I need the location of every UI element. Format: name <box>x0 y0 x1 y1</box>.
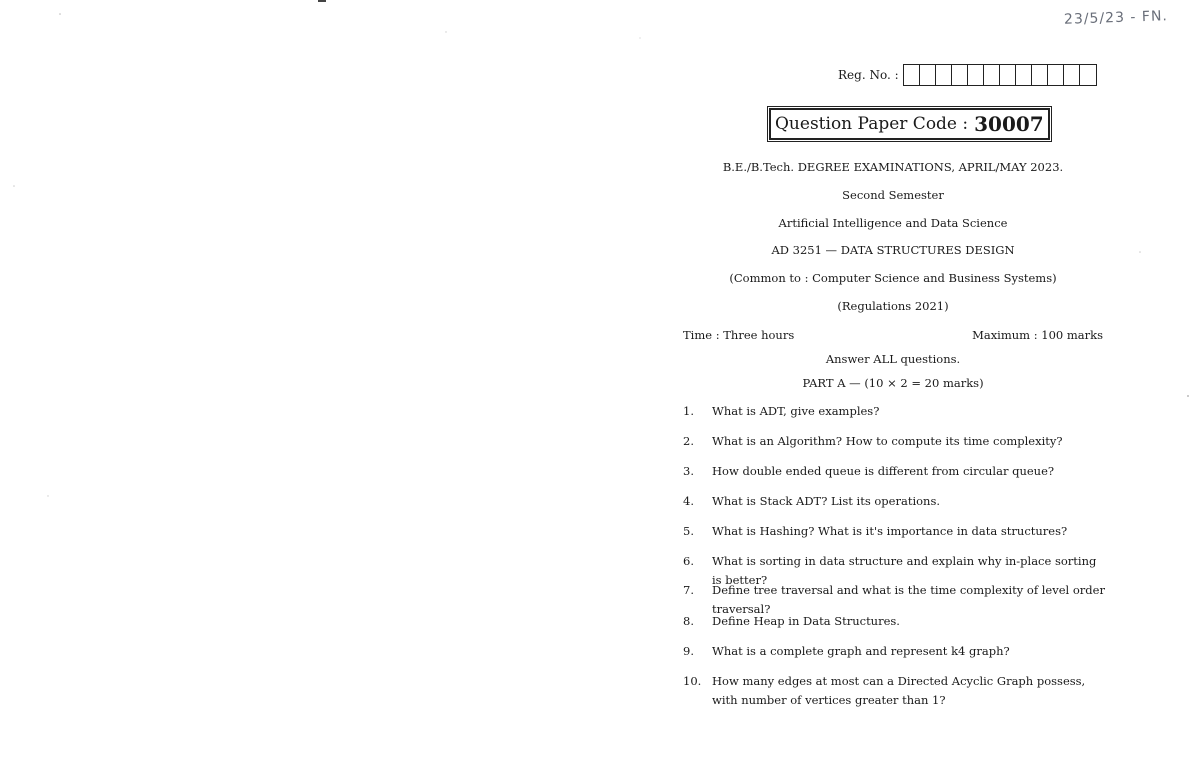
instruction: Answer ALL questions. <box>825 352 961 366</box>
question-number: 5. <box>683 524 694 538</box>
handwritten-date-note: 23/5/23 - FN. <box>1063 8 1169 28</box>
reg-no-row <box>838 64 1097 86</box>
question-number: 3. <box>683 464 694 478</box>
question-number: 2. <box>683 434 694 448</box>
reg-no-box <box>1032 65 1048 85</box>
reg-no-box <box>984 65 1000 85</box>
reg-no-box <box>968 65 984 85</box>
question-text: How double ended queue is different from circular queue? <box>712 464 1055 478</box>
exam-title: B.E./B.Tech. DEGREE EXAMINATIONS, APRIL/MAY 2023. <box>722 160 1064 174</box>
common-to: (Common to : Computer Science and Business Systems) <box>729 271 1057 285</box>
question-text: What is Stack ADT? List its operations. <box>712 494 941 508</box>
question-number: 1. <box>683 404 694 418</box>
question-number: 7. <box>683 583 694 597</box>
question-text: What is ADT, give examples? <box>712 404 880 418</box>
part-a-heading: PART A — (10 × 2 = 20 marks) <box>802 376 984 390</box>
department: Artificial Intelligence and Data Science <box>778 216 1008 230</box>
question-number: 9. <box>683 644 694 658</box>
question-number: 10. <box>683 674 702 688</box>
time-marks-row <box>683 328 1103 342</box>
course-title: AD 3251 — DATA STRUCTURES DESIGN <box>771 243 1015 257</box>
question-paper-code-value: 30007 <box>974 112 1044 136</box>
question-text: What is an Algorithm? How to compute its time complexity? <box>712 434 1063 448</box>
reg-no-box <box>936 65 952 85</box>
reg-no-box <box>1080 65 1096 85</box>
question-paper-code-box <box>769 108 1050 140</box>
reg-no-box <box>952 65 968 85</box>
reg-no-box <box>1048 65 1064 85</box>
question-number: 4. <box>683 494 694 508</box>
time-allowed: Time : Three hours <box>683 328 795 342</box>
question-number: 6. <box>683 554 694 568</box>
maximum-marks: Maximum : 100 marks <box>972 328 1103 342</box>
question-text: What is a complete graph and represent k4 graph? <box>712 644 1010 658</box>
question-text: Define tree traversal and what is the time complexity of level order traversal? <box>712 583 1105 616</box>
reg-no-box <box>920 65 936 85</box>
regulations: (Regulations 2021) <box>837 299 949 313</box>
reg-no-box <box>1000 65 1016 85</box>
question-text: What is Hashing? What is it's importance in data structures? <box>712 524 1068 538</box>
semester: Second Semester <box>842 188 944 202</box>
reg-no-box <box>1016 65 1032 85</box>
reg-no-label: Reg. No. : <box>838 68 899 82</box>
reg-no-box <box>904 65 920 85</box>
question-text: Define Heap in Data Structures. <box>712 614 900 628</box>
question-number: 8. <box>683 614 694 628</box>
reg-no-box <box>1064 65 1080 85</box>
question-text: What is sorting in data structure and explain why in-place sorting is better? <box>712 554 1097 587</box>
question-text: How many edges at most can a Directed Acyclic Graph possess, with number of vertices greater than 1? <box>712 674 1086 707</box>
reg-no-boxes <box>903 64 1097 86</box>
question-paper-code-label: Question Paper Code : <box>775 114 969 134</box>
